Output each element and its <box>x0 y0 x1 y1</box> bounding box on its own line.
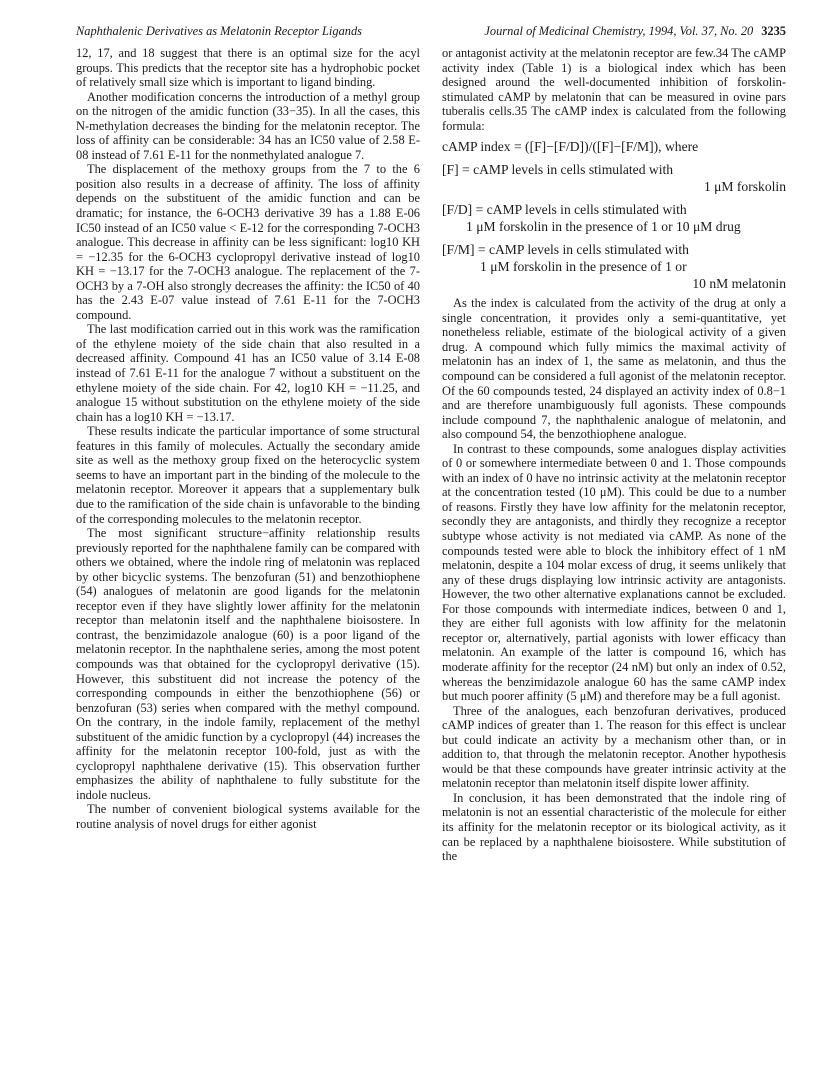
paragraph: Three of the analogues, each benzofuran derivatives, produced cAMP indices of greater than 1. The reason for this effect is unclear but could indicate an activity by a mechanism other than, or in addition to, that through the melatonin receptor. Another hypothesis would be that these compounds have greater intrinsic activity at the melatonin receptor than melatonin itself dispite lower affinity. <box>442 703 786 791</box>
paragraph: In conclusion, it has been demonstrated that the indole ring of melatonin is not an essential characteristic of the molecule for either its affinity for the melatonin receptor or its biological activity, as it can be replaced by a naphthalene bioisostere. While substitution of the <box>442 790 786 864</box>
paragraph: The number of convenient biological systems available for the routine analysis of novel drugs for either agonist <box>76 802 420 831</box>
running-head-title: Naphthalenic Derivatives as Melatonin Receptor Ligands <box>76 24 362 38</box>
body-columns <box>76 46 786 864</box>
paragraph: The most significant structure−affinity relationship results previously reported for the naphthalene family can be compared with others we obtained, where the indole ring of melatonin was replaced by other bicyclic systems. The benzofuran (51) and benzothiophene (54) analogues of melatonin are good ligands for the melatonin receptor even if they have slightly lower affinity for the melatonin receptor than melatonin itself and the naphthalene bioisostere. In contrast, the benzimidazole analogue (60) is a poor ligand of the melatonin receptor. In the naphthalene series, among the most potent compounds was that obtained for the cyclopropyl derivative (15). However, this substituent did not increase the potency of the corresponding compounds in either the benzothiophene (56) or benzofuran (53) series when compared with the methyl compound. On the contrary, in the indole family, replacement of the methyl substituent of the amidic function by a cyclopropyl (44) increases the affinity for the melatonin receptor 100-fold, just as with the cyclopropyl naphthalene derivative (15). This observation further emphasizes the ability of naphthalene to fully substitute for the indole nucleus. <box>76 526 420 802</box>
definition-line: 10 nM melatonin <box>692 276 786 292</box>
definition-line: [F] = cAMP levels in cells stimulated with <box>442 162 674 178</box>
definition-f <box>442 161 786 195</box>
running-head-right <box>484 24 786 39</box>
paragraph: The displacement of the methoxy groups from the 7 to the 6 position also results in a decrease of affinity. The loss of affinity depends on the substituent of the amidic function and can be dramatic; for instance, the 6-OCH3 derivative 39 has a 1.88 E-06 IC50 instead of an IC50 value < E-12 for the corresponding 7-OCH3 analogue. This decrease in affinity can be less significant: log10 KH = −12.35 for the 6-OCH3 cyclopropyl derivative instead of log10 KH = −13.17 for the 7-OCH3 analogue. The replacement of the 7-OCH3 by a 7-OH also strongly decreases the affinity: the IC50 of 40 has the 2.43 E-07 value instead of 7.61 E-11 for the 7-OCH3 compound. <box>76 162 420 322</box>
definition-line: 1 μM forskolin in the presence of 1 or <box>480 259 687 275</box>
camp-index-formula: cAMP index = ([F]−[F/D])/([F]−[F/M]), where <box>442 139 699 155</box>
paragraph: Another modification concerns the introduction of a methyl group on the nitrogen of the amidic function (33−35). In all the cases, this N-methylation decreases the binding for the melatonin receptor. The loss of affinity can be considerable: 34 has an IC50 value of 2.58 E-08 instead of 7.61 E-11 for the nonmethylated analogue 7. <box>76 89 420 162</box>
definition-line: [F/M] = cAMP levels in cells stimulated with <box>442 242 689 258</box>
definition-line: 1 μM forskolin <box>703 179 786 195</box>
running-head <box>76 24 786 46</box>
journal-citation: Journal of Medicinal Chemistry, 1994, Vol. 37, No. 20 <box>484 24 754 38</box>
paragraph: These results indicate the particular importance of some structural features in this family of molecules. Actually the secondary amide site as well as the methoxy group fixed on the heterocyclic system seems to have an important part in the binding of the molecule to the melatonin receptor. Moreover it appears that a supplementary bulk due to the ramification of the side chain is unfavorable to the binding of the corresponding molecules to the melatonin receptor. <box>76 424 420 526</box>
paragraph: or antagonist activity at the melatonin receptor are few.34 The cAMP activity index (Table 1) is a biological index which has been designed around the well-documented inhibition of forskolin-stimulated cAMP by melatonin that can be measured in ovine pars tuberalis cells.35 The cAMP index is calculated from the following formula: <box>442 46 786 133</box>
definition-fd <box>442 201 786 235</box>
right-column <box>442 46 786 864</box>
paragraph: The last modification carried out in this work was the ramification of the ethylene moiety of the side chain that also resulted in a decreased affinity. Compound 41 has an IC50 value of 3.14 E-08 instead of 7.61 E-11 for the analogue 7 without a substituent on the ethylene moiety of the side chain. For 42, log10 KH = −11.25, and analogue 15 without substitution on the ethylene moiety of the side chain has a log10 KH = −13.17. <box>76 322 420 424</box>
paragraph: 12, 17, and 18 suggest that there is an optimal size for the acyl groups. This predicts that the receptor site has a hydrophobic pocket of relatively small size which is important to ligand binding. <box>76 46 420 90</box>
definition-line: 1 μM forskolin in the presence of 1 or 10 μM drug <box>466 219 741 235</box>
page-number: 3235 <box>761 24 786 38</box>
paragraph: In contrast to these compounds, some analogues display activities of 0 or somewhere intermediate between 0 and 1. Those compounds with an index of 0 have no intrinsic activity at the melatonin receptor at the concentration tested (10 μM). This could be due to a number of reasons. Firstly they have low affinity for the melatonin receptor, secondly they are antagonists, and thirdly they recognize a receptor subtype whose activity is not mediated via cAMP. As none of the compounds tested were able to block the inhibitory effect of 1 nM melatonin, despite a 104 molar excess of drug, it seems unlikely that any of these drugs displaying low intrinsic activity are antagonists. However, the two other alternative explanations cannot be excluded. For those compounds with intermediate indices, between 0 and 1, they are either full agonists with low affinity for the melatonin receptor or, alternatively, partial agonists with lower efficacy than melatonin. An example of the latter is compound 16, which has moderate affinity for the receptor (24 nM) but only an index of 0.52, whereas the benzimidazole analogue 60 has the same cAMP index but much poorer affinity (5 μM) and therefore may be a full agonist. <box>442 441 786 704</box>
left-column <box>76 46 420 864</box>
definition-line: [F/D] = cAMP levels in cells stimulated with <box>442 202 687 218</box>
paragraph: As the index is calculated from the activity of the drug at only a single concentration, it provides only a semi-quantitative, yet nonetheless reliable, estimate of the biological activity of a given drug. A compound which fully mimics the maximal activity of melatonin has an index of 1, the same as melatonin, and thus the compound can be considered a full agonist of the melatonin receptor. Of the 60 compounds tested, 24 displayed an activity index of 0.8−1 and are therefore unambiguously full agonists. These compounds include compound 7, the naphthalenic analogue of melatonin, and also compound 54, the benzothiophene analogue. <box>442 296 786 442</box>
definition-fm <box>442 241 786 292</box>
